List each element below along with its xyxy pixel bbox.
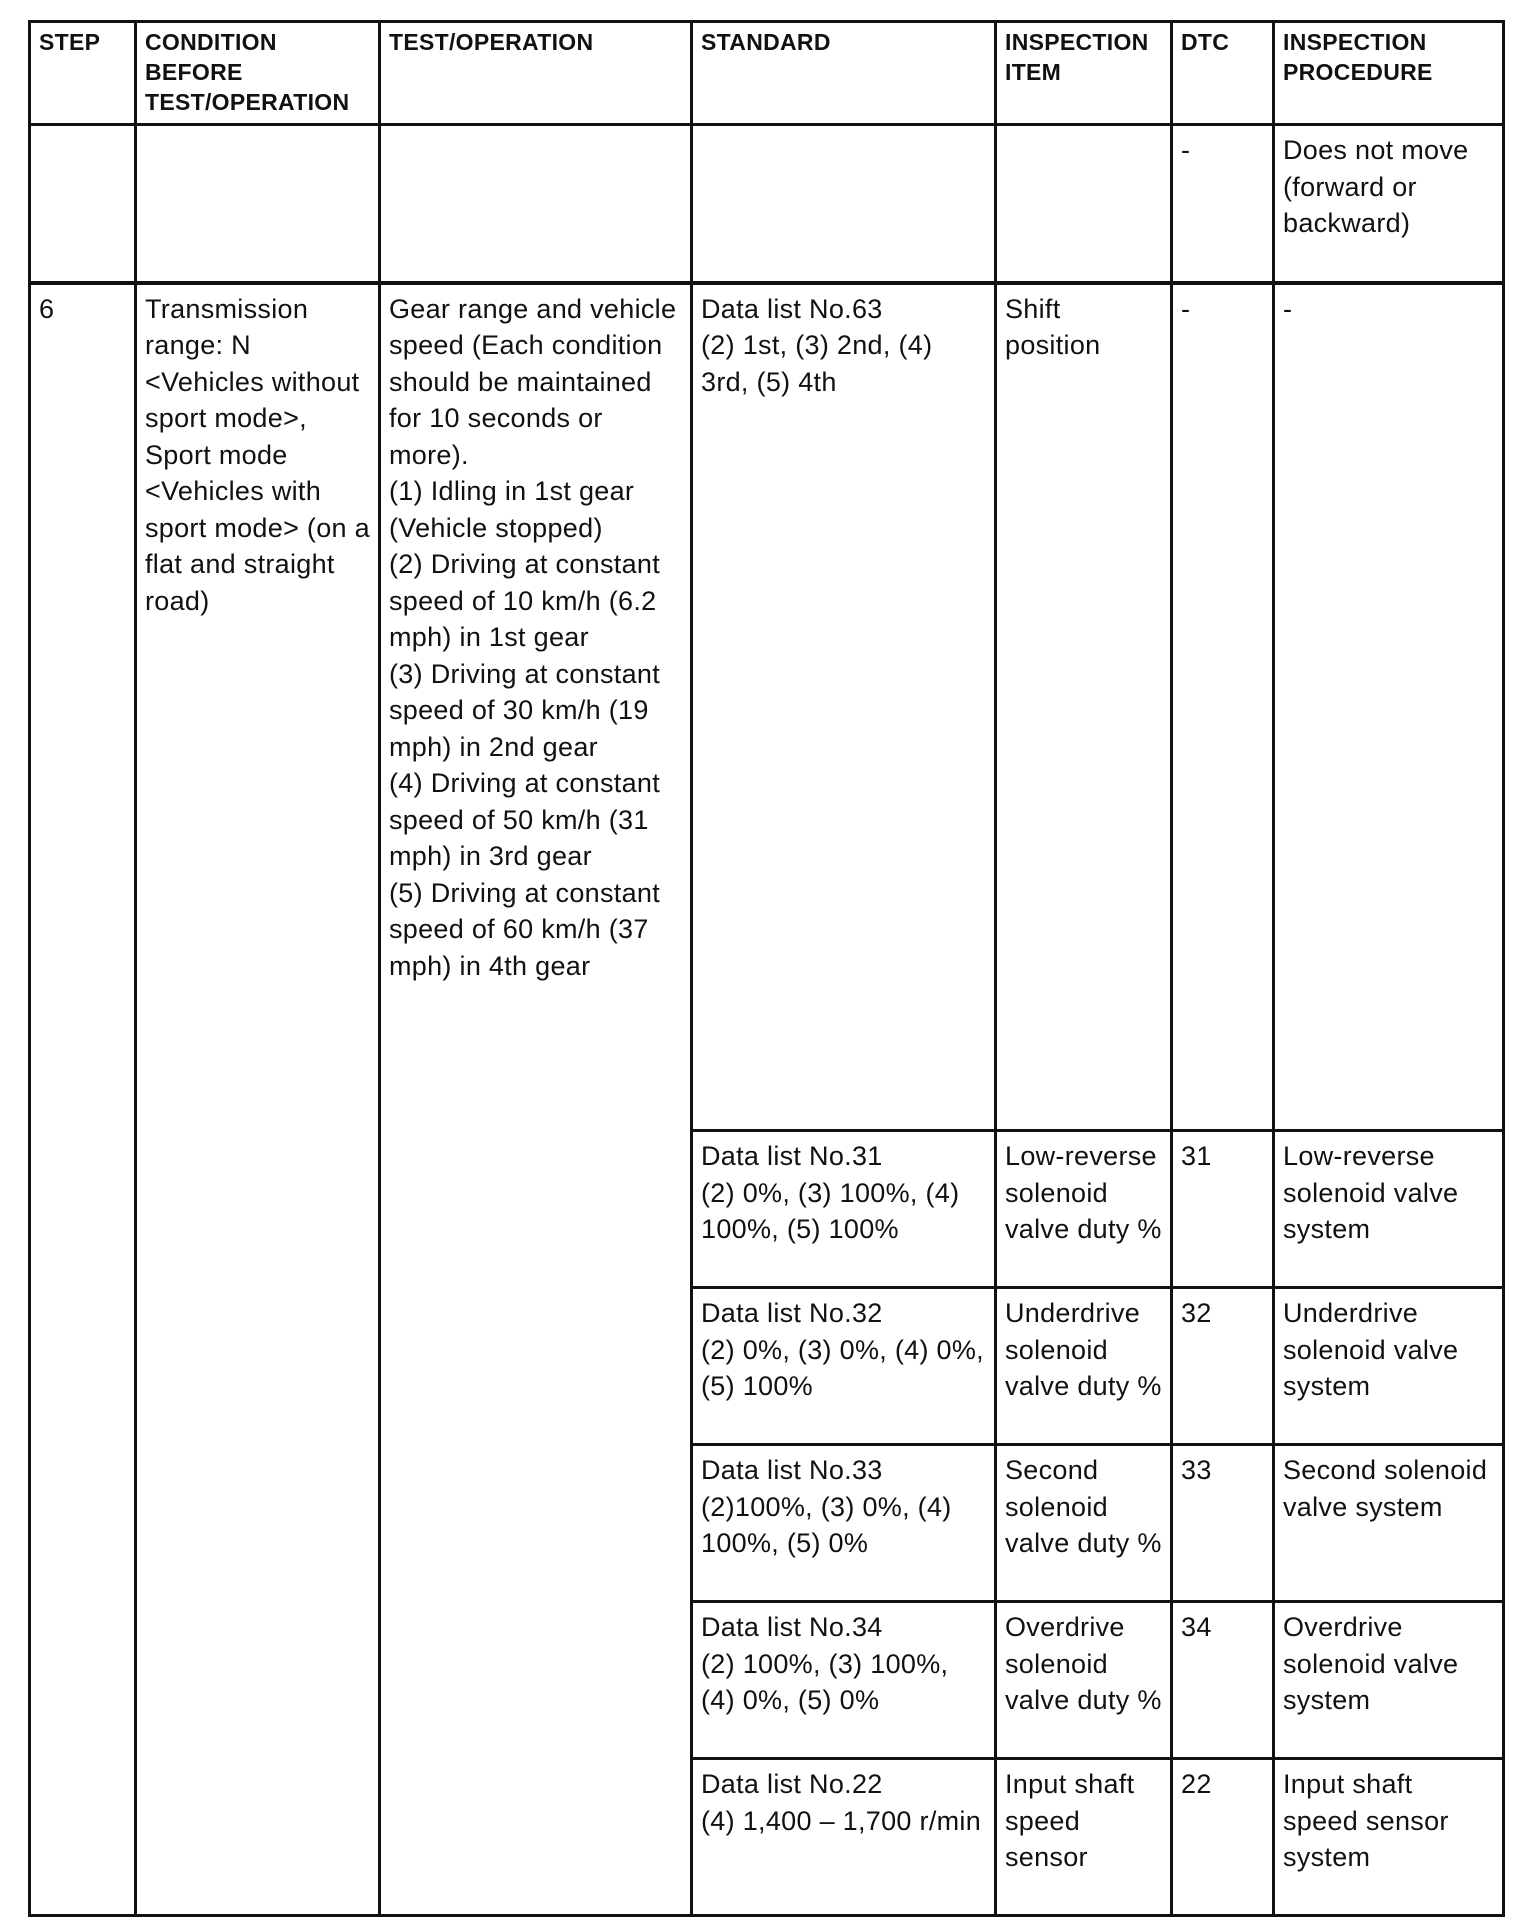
header-inspection-procedure: INSPECTION PROCEDURE bbox=[1274, 22, 1504, 125]
dtc-cell: 22 bbox=[1172, 1759, 1274, 1916]
header-inspection-item: INSPECTION ITEM bbox=[996, 22, 1172, 125]
standard-cell: Data list No.34 (2) 100%, (3) 100%, (4) 0%, (5) 0% bbox=[692, 1602, 996, 1759]
table-row bbox=[30, 125, 1504, 283]
header-row bbox=[30, 22, 1504, 125]
standard-cell: Data list No.31 (2) 0%, (3) 100%, (4) 100%, (5) 100% bbox=[692, 1131, 996, 1288]
prev-item-cell bbox=[996, 125, 1172, 283]
inspection-item-cell: Overdrive solenoid valve duty % bbox=[996, 1602, 1172, 1759]
standard-cell: Data list No.32 (2) 0%, (3) 0%, (4) 0%, (5) 100% bbox=[692, 1288, 996, 1445]
inspection-table bbox=[28, 20, 1505, 1917]
prev-step-cell bbox=[30, 125, 136, 283]
procedure-cell: Underdrive solenoid valve system bbox=[1274, 1288, 1504, 1445]
step-cell: 6 bbox=[30, 283, 136, 1916]
test-operation-cell: Gear range and vehicle speed (Each condition should be maintained for 10 seconds or more). (1) Idling in 1st gear (Vehicle stopped) (2) Driving at constant speed of 10 km/h (6.2 mph) in 1st gear (3) Driving at constant speed of 30 km/h (19 mph) in 2nd gear (4) Driving at constant speed of 50 km/h (31 mph) in 3rd gear (5) Driving at constant speed of 60 km/h (37 mph) in 4th gear bbox=[380, 283, 692, 1916]
header-standard: STANDARD bbox=[692, 22, 996, 125]
procedure-cell: Low-reverse solenoid valve system bbox=[1274, 1131, 1504, 1288]
standard-cell: Data list No.33 (2)100%, (3) 0%, (4) 100%, (5) 0% bbox=[692, 1445, 996, 1602]
condition-cell: Transmission range: N <Vehicles without sport mode>, Sport mode <Vehicles with sport mode> (on a flat and straight road) bbox=[136, 283, 380, 1916]
procedure-cell: Second solenoid valve system bbox=[1274, 1445, 1504, 1602]
inspection-item-cell: Shift position bbox=[996, 283, 1172, 1131]
dtc-cell: 34 bbox=[1172, 1602, 1274, 1759]
header-dtc: DTC bbox=[1172, 22, 1274, 125]
inspection-item-cell: Input shaft speed sensor bbox=[996, 1759, 1172, 1916]
dtc-cell: 32 bbox=[1172, 1288, 1274, 1445]
table-row bbox=[30, 283, 1504, 1131]
prev-standard-cell bbox=[692, 125, 996, 283]
prev-test-cell bbox=[380, 125, 692, 283]
dtc-cell: 33 bbox=[1172, 1445, 1274, 1602]
standard-cell: Data list No.63 (2) 1st, (3) 2nd, (4) 3rd, (5) 4th bbox=[692, 283, 996, 1131]
dtc-cell: 31 bbox=[1172, 1131, 1274, 1288]
standard-cell: Data list No.22 (4) 1,400 – 1,700 r/min bbox=[692, 1759, 996, 1916]
header-step: STEP bbox=[30, 22, 136, 125]
inspection-item-cell: Second solenoid valve duty % bbox=[996, 1445, 1172, 1602]
procedure-cell: Overdrive solenoid valve system bbox=[1274, 1602, 1504, 1759]
inspection-item-cell: Underdrive solenoid valve duty % bbox=[996, 1288, 1172, 1445]
header-test-operation: TEST/OPERATION bbox=[380, 22, 692, 125]
prev-dtc-cell: - bbox=[1172, 125, 1274, 283]
procedure-cell: - bbox=[1274, 283, 1504, 1131]
procedure-cell: Input shaft speed sensor system bbox=[1274, 1759, 1504, 1916]
header-condition: CONDITION BEFORE TEST/OPERATION bbox=[136, 22, 380, 125]
dtc-cell: - bbox=[1172, 283, 1274, 1131]
prev-procedure-cell: Does not move (forward or backward) bbox=[1274, 125, 1504, 283]
inspection-item-cell: Low-reverse solenoid valve duty % bbox=[996, 1131, 1172, 1288]
prev-condition-cell bbox=[136, 125, 380, 283]
